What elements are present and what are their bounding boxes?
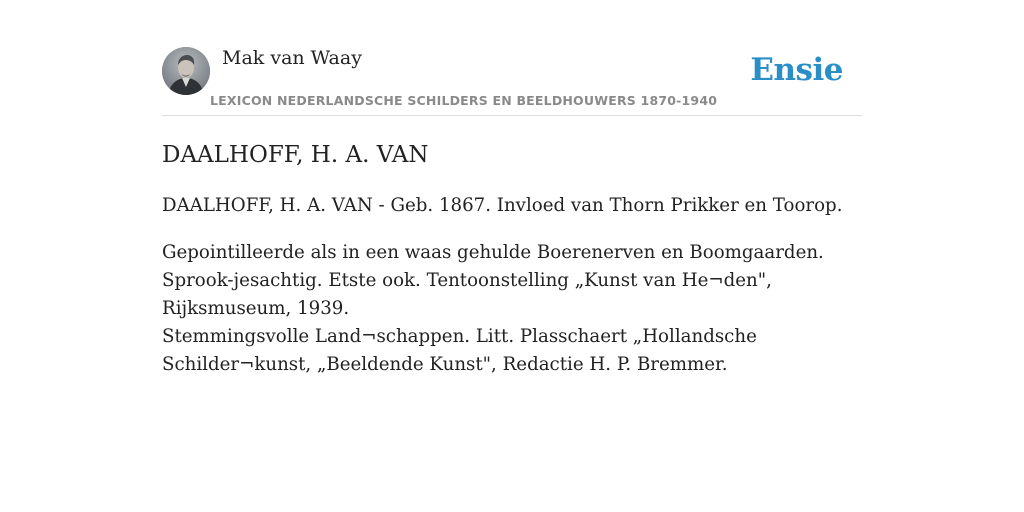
lexicon-subtitle[interactable]: LEXICON NEDERLANDSCHE SCHILDERS EN BEELDHOUWERS 1870-1940 — [210, 93, 718, 108]
article-title: DAALHOFF, H. A. VAN — [162, 142, 429, 168]
header — [162, 0, 862, 116]
article-paragraph: DAALHOFF, H. A. VAN - Geb. 1867. Invloed van Thorn Prikker en Toorop. — [162, 195, 843, 216]
author-avatar[interactable] — [162, 47, 210, 95]
article-paragraph: Stemmingsvolle Land¬schappen. Litt. Plasschaert „Hollandsche Schilder¬kunst, „Beeldende Kunst", Redactie H. P. Bremmer. — [162, 326, 757, 375]
author-name[interactable]: Mak van Waay — [222, 47, 362, 69]
article-paragraph: Gepointilleerde als in een waas gehulde Boerenerven en Boomgaarden. Sprook-jesachtig. Etste ook. Tentoonstelling „Kunst van He¬den", Rijksmuseum, 1939. — [162, 242, 824, 319]
page — [162, 0, 862, 512]
ensie-logo[interactable]: Ensie — [750, 52, 843, 88]
portrait-icon — [162, 47, 210, 95]
